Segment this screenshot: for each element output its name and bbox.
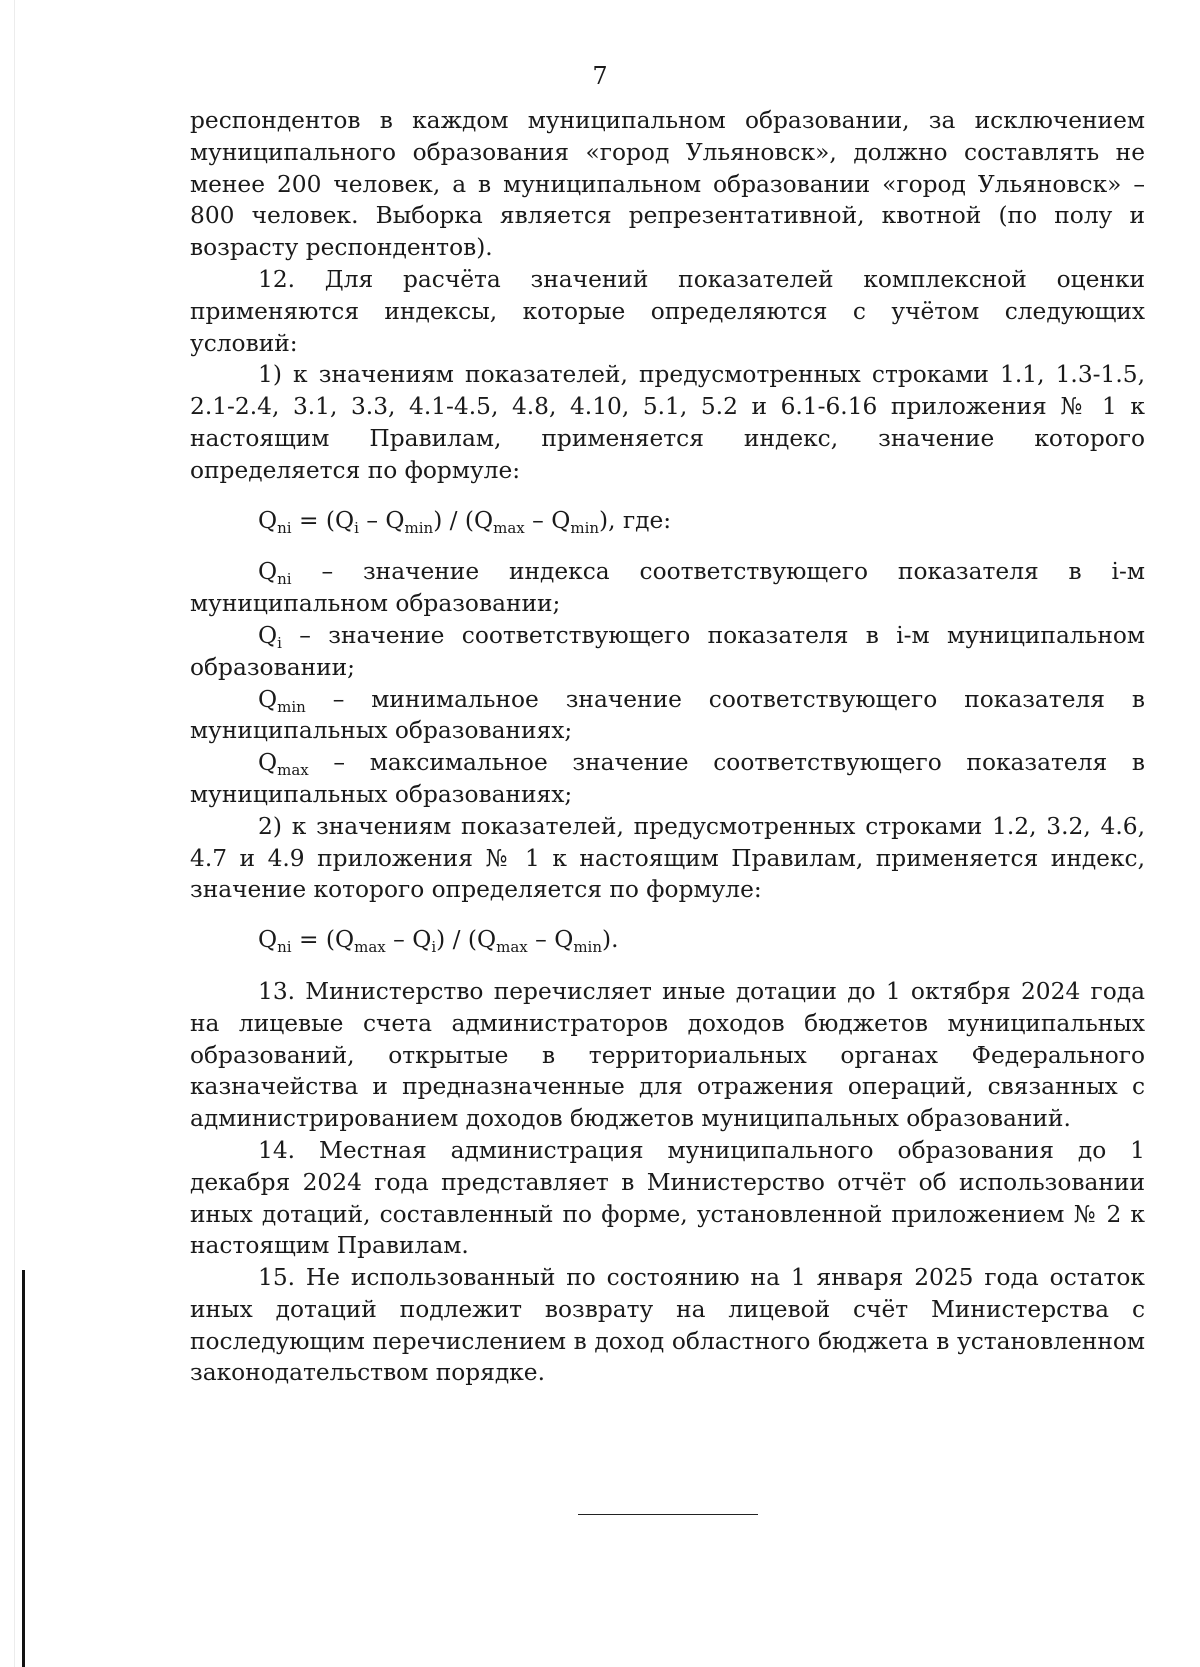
- paragraph-14: 14. Местная администрация муниципального образования до 1 декабря 2024 года представляет в Министерство отчёт об использовании иных дотаций, составленный по форме, установленной приложением № 2 к настоящим Правилам.: [190, 1136, 1145, 1260]
- definition-qmin: $Q_{min}$ – минимальное значение соответствующего показателя в муниципальных образованиях;: [190, 685, 1146, 745]
- paragraph-respondents: респондентов в каждом муниципальном образовании, за исключением муниципального образования «город Ульяновск», должно составлять не менее 200 человек, а в муниципальном образовании «город Ульяновск» – 800 человек. Выборка является репрезентативной, квотной (по полу и возрасту респондентов).: [190, 107, 1145, 262]
- scan-edge-mark: [22, 1270, 25, 1667]
- page-number: 7: [592, 62, 608, 90]
- definition-qni: $Q_{ni}$ – значение индекса соответствующего показателя в i-м муниципальном образовании;: [190, 558, 1145, 618]
- scan-margin-line: [14, 0, 15, 1667]
- end-separator-line: [578, 1514, 758, 1515]
- definition-qi: $Q_i$ – значение соответствующего показателя в i-м муниципальном образовании;: [190, 621, 1145, 681]
- definition-qmax: $Q_{max}$ – максимальное значение соответствующего показателя в муниципальных образованиях;: [190, 749, 1145, 808]
- paragraph-12: 12. Для расчёта значений показателей комплексной оценки применяются индексы, которые определяются с учётом следующих условий:: [190, 265, 1145, 357]
- document-body: [190, 105, 1145, 1389]
- list-item-2: 2) к значениям показателей, предусмотренных строками 1.2, 3.2, 4.6, 4.7 и 4.9 приложения № 1 к настоящим Правилам, применяется индекс, значение которого определяется по формуле:: [190, 812, 1145, 904]
- list-item-1: 1) к значениям показателей, предусмотренных строками 1.1, 1.3-1.5, 2.1-2.4, 3.1, 3.3, 4.1-4.5, 4.8, 4.10, 5.1, 5.2 и 6.1-6.16 приложения № 1 к настоящим Правилам, применяется индекс, значение которого определяется по формуле:: [190, 361, 1145, 484]
- formula-1: $Q_{ni} = (Q_i - Q_{min}) / (Q_{max} - Q_{min})$, где:: [258, 506, 672, 537]
- paragraph-13: 13. Министерство перечисляет иные дотации до 1 октября 2024 года на лицевые счета администраторов доходов бюджетов муниципальных образований, открытые в территориальных органах Федерального казначейства и предназначенные для отражения операций, связанных с администрированием доходов бюджетов муниципальных образований.: [190, 977, 1145, 1133]
- formula-2: $Q_{ni} = (Q_{max} - Q_i) / (Q_{max} - Q_{min})$.: [258, 926, 619, 957]
- paragraph-15: 15. Не использованный по состоянию на 1 января 2025 года остаток иных дотаций подлежит возврату на лицевой счёт Министерства с последующим перечислением в доход областного бюджета в установленном законодательством порядке.: [190, 1264, 1145, 1387]
